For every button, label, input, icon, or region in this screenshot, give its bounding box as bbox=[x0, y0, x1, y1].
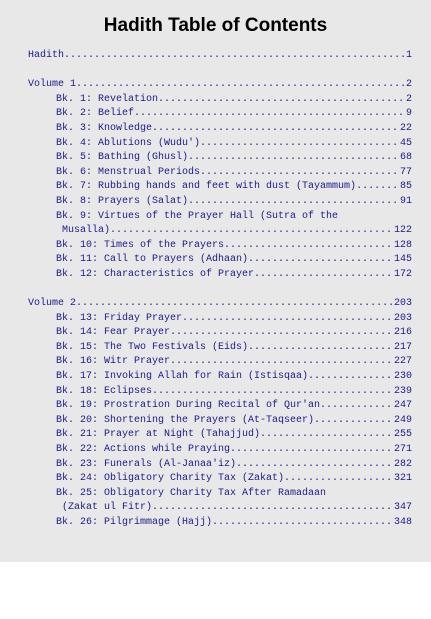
toc-entry-page: 2 bbox=[405, 93, 412, 105]
toc-entry-label: Bk. 20: Shortening the Prayers (At-Taqseer) bbox=[56, 414, 315, 426]
toc-entry-page: 247 bbox=[393, 400, 412, 412]
toc-entry-page: 271 bbox=[393, 444, 412, 456]
page-title: Hadith Table of Contents bbox=[103, 15, 328, 36]
toc-entry-book[interactable] bbox=[28, 268, 412, 283]
toc-entry-book[interactable] bbox=[28, 472, 412, 487]
toc-entry-label: Bk. 7: Rubbing hands and feet with dust (Tayammum) bbox=[56, 181, 357, 193]
toc-entry-book[interactable] bbox=[28, 253, 412, 268]
leader-dots bbox=[248, 253, 394, 268]
toc-entry-page: 145 bbox=[393, 254, 412, 266]
leader-dots bbox=[110, 224, 394, 239]
toc-entry-label: Volume 2 bbox=[28, 298, 77, 310]
toc-entry-book[interactable] bbox=[28, 122, 412, 137]
toc-entry-label: Bk. 25: Obligatory Charity Tax After Ramadaan bbox=[56, 487, 327, 499]
toc-entry-label: (Zakat ul Fitr) bbox=[62, 502, 153, 514]
toc-entry-book[interactable] bbox=[28, 326, 412, 341]
toc-entry-page: 91 bbox=[399, 195, 412, 207]
toc-entry-book-9-line-1[interactable] bbox=[28, 210, 412, 225]
leader-dots bbox=[320, 399, 394, 414]
toc-entry-page: 203 bbox=[393, 312, 412, 324]
toc-entry-book-25-line-2[interactable] bbox=[28, 501, 412, 516]
leader-dots bbox=[152, 122, 400, 137]
leader-dots bbox=[188, 151, 400, 166]
toc-entry-book[interactable] bbox=[28, 428, 412, 443]
toc-entry-book[interactable] bbox=[28, 93, 412, 108]
toc-entry-label: Bk. 11: Call to Prayers (Adhaan) bbox=[56, 254, 249, 266]
leader-dots bbox=[152, 501, 394, 516]
leader-dots bbox=[248, 341, 394, 356]
toc-entry-page: 348 bbox=[393, 517, 412, 528]
toc-entry-page: 217 bbox=[393, 341, 412, 353]
toc-entry-book[interactable] bbox=[28, 312, 412, 327]
toc-entry-page: 249 bbox=[393, 414, 412, 426]
toc-entry-volume-2[interactable] bbox=[28, 297, 412, 312]
toc-entry-page: 22 bbox=[399, 122, 412, 134]
toc-entry-label: Hadith bbox=[28, 50, 65, 61]
toc-entry-hadith[interactable] bbox=[28, 49, 412, 64]
toc-entry-label: Bk. 24: Obligatory Charity Tax (Zakat) bbox=[56, 473, 285, 485]
leader-dots bbox=[76, 297, 394, 312]
toc-entry-book[interactable] bbox=[28, 239, 412, 254]
leader-dots bbox=[224, 239, 394, 254]
toc-entry-book-26[interactable] bbox=[28, 516, 412, 531]
toc-entry-label: Bk. 13: Friday Prayer bbox=[56, 312, 183, 324]
toc-entry-label: Bk. 6: Menstrual Periods bbox=[56, 166, 201, 178]
toc-entry-page: 172 bbox=[393, 268, 412, 280]
toc-entry-book[interactable] bbox=[28, 443, 412, 458]
toc-entry-label: Bk. 10: Times of the Prayers bbox=[56, 239, 225, 251]
toc-entry-label: Bk. 14: Fear Prayer bbox=[56, 327, 171, 339]
toc-entry-book[interactable] bbox=[28, 385, 412, 400]
toc-entry-label: Bk. 2: Belief bbox=[56, 108, 135, 120]
leader-dots bbox=[314, 414, 394, 429]
toc-entry-label: Bk. 22: Actions while Praying bbox=[56, 444, 231, 456]
toc-entry-book[interactable] bbox=[28, 370, 412, 385]
toc-entry-page: 239 bbox=[393, 385, 412, 397]
toc-entry-book[interactable] bbox=[28, 458, 412, 473]
toc-entry-page: 216 bbox=[393, 327, 412, 339]
toc-entry-label: Bk. 12: Characteristics of Prayer bbox=[56, 268, 255, 280]
toc-entry-page: 2 bbox=[405, 79, 412, 91]
leader-dots bbox=[200, 137, 400, 152]
toc-entry-book[interactable] bbox=[28, 166, 412, 181]
toc-entry-page: 230 bbox=[393, 371, 412, 383]
toc-entry-page: 122 bbox=[393, 225, 412, 237]
leader-dots bbox=[188, 195, 400, 210]
toc-entry-label: Bk. 19: Prostration During Recital of Qur'an bbox=[56, 400, 321, 412]
toc-entry-book[interactable] bbox=[28, 355, 412, 370]
toc-entry-label: Bk. 23: Funerals (Al-Janaa'iz) bbox=[56, 458, 237, 470]
leader-dots bbox=[212, 516, 394, 531]
toc-entry-page: 1 bbox=[405, 50, 412, 61]
toc-entry-book-25-line-1[interactable] bbox=[28, 487, 412, 502]
toc-entry-label: Bk. 3: Knowledge bbox=[56, 122, 153, 134]
leader-dots bbox=[230, 443, 394, 458]
toc-entry-label: Bk. 5: Bathing (Ghusl) bbox=[56, 152, 189, 164]
volume-2-book-list bbox=[28, 312, 412, 487]
toc-entry-label: Bk. 8: Prayers (Salat) bbox=[56, 195, 189, 207]
toc-entry-page: 9 bbox=[405, 108, 412, 120]
toc-entry-book[interactable] bbox=[28, 195, 412, 210]
toc-entry-book[interactable] bbox=[28, 107, 412, 122]
toc-entry-label: Bk. 16: Witr Prayer bbox=[56, 356, 171, 368]
toc-entry-label: Bk. 1: Revelation bbox=[56, 93, 159, 105]
leader-dots bbox=[356, 180, 400, 195]
toc-entry-book[interactable] bbox=[28, 151, 412, 166]
leader-dots bbox=[152, 385, 394, 400]
toc-entry-book[interactable] bbox=[28, 414, 412, 429]
toc-entry-page: 255 bbox=[393, 429, 412, 441]
toc-entry-volume-1[interactable] bbox=[28, 78, 412, 93]
leader-dots bbox=[76, 78, 406, 93]
toc-entry-page: 282 bbox=[393, 458, 412, 470]
volume-1-book-list bbox=[28, 93, 412, 210]
leader-dots bbox=[254, 268, 394, 283]
leader-dots bbox=[308, 370, 394, 385]
toc-entry-book[interactable] bbox=[28, 399, 412, 414]
toc-entry-page: 68 bbox=[399, 152, 412, 164]
toc-entry-page: 85 bbox=[399, 181, 412, 193]
toc-entry-label: Volume 1 bbox=[28, 79, 77, 91]
toc-entry-page: 347 bbox=[393, 502, 412, 514]
toc-entry-label: Bk. 21: Prayer at Night (Tahajjud) bbox=[56, 429, 261, 441]
toc-entry-page: 128 bbox=[393, 239, 412, 251]
leader-dots bbox=[64, 49, 406, 64]
toc-entry-book[interactable] bbox=[28, 341, 412, 356]
toc-entry-page: 321 bbox=[393, 473, 412, 485]
toc-entry-page: 77 bbox=[399, 166, 412, 178]
leader-dots bbox=[170, 355, 394, 370]
leader-dots bbox=[236, 458, 394, 473]
toc-entry-book-9-line-2[interactable] bbox=[28, 224, 412, 239]
leader-dots bbox=[182, 312, 394, 327]
toc-entry-page: 227 bbox=[393, 356, 412, 368]
toc-entry-page: 45 bbox=[399, 137, 412, 149]
toc-entry-label: Bk. 4: Ablutions (Wudu') bbox=[56, 137, 201, 149]
toc-entry-book[interactable] bbox=[28, 180, 412, 195]
toc-entry-label: Bk. 18: Eclipses bbox=[56, 385, 153, 397]
leader-dots bbox=[200, 166, 400, 181]
leader-dots bbox=[170, 326, 394, 341]
toc-entry-label: Bk. 17: Invoking Allah for Rain (Istisqaa) bbox=[56, 371, 309, 383]
toc-entry-page: 203 bbox=[393, 298, 412, 310]
leader-dots bbox=[158, 93, 406, 108]
leader-dots bbox=[284, 472, 394, 487]
leader-dots bbox=[260, 428, 394, 443]
toc-entry-label: Bk. 15: The Two Festivals (Eids) bbox=[56, 341, 249, 353]
toc-entry-book[interactable] bbox=[28, 137, 412, 152]
leader-dots bbox=[134, 107, 406, 122]
toc-entry-label: Musalla) bbox=[62, 225, 111, 237]
toc-entry-label: Bk. 9: Virtues of the Prayer Hall (Sutra of the bbox=[56, 210, 339, 222]
table-of-contents bbox=[28, 49, 412, 531]
toc-entry-label: Bk. 26: Pilgrimmage (Hajj) bbox=[56, 517, 213, 528]
volume-1-book-list-continued bbox=[28, 239, 412, 283]
